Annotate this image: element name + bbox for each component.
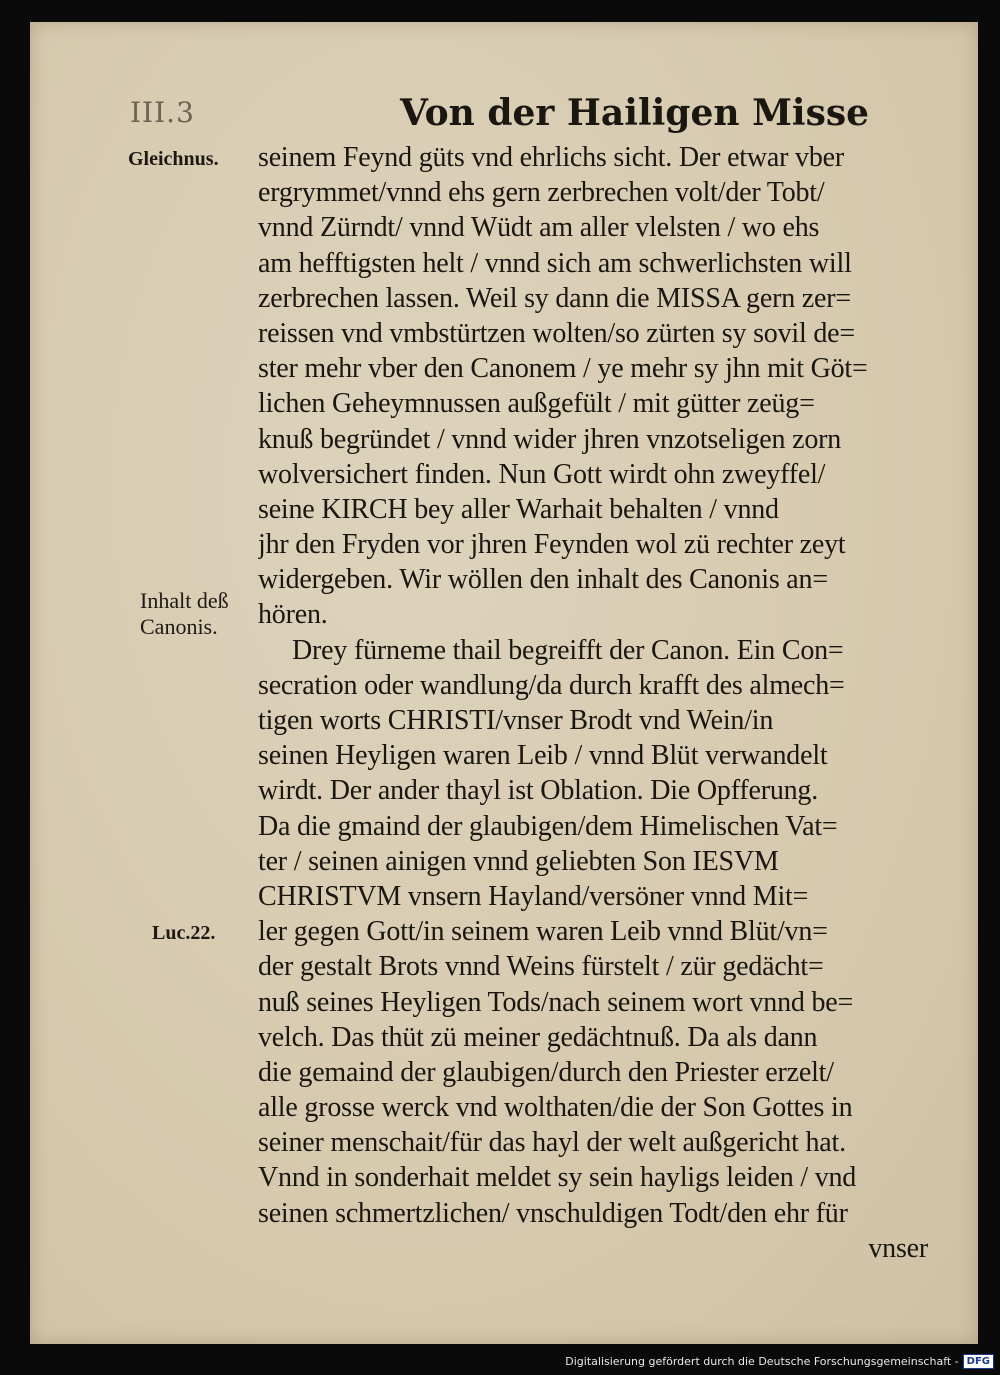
text-line: ter / seinen ainigen vnnd geliebten Son IESVM [258, 845, 779, 877]
paragraph-start-line: Drey fürneme thail begreifft der Canon. Ein Con= [292, 634, 844, 666]
text-line: knuß begründet / vnnd wider jhren vnzotseligen zorn [258, 423, 842, 455]
footer [565, 1354, 994, 1369]
text-line: am hefftigsten helt / vnnd sich am schwerlichsten will [258, 247, 852, 279]
text-line: reissen vnd vmbstürtzen wolten/so zürten sy sovil de= [258, 317, 855, 349]
text-line: zerbrechen lassen. Weil sy dann die MISSA gern zer= [258, 282, 851, 314]
text-line: die gemaind der glaubigen/durch den Priester erzelt/ [258, 1056, 834, 1088]
text-line: vnnd Zürndt/ vnnd Wüdt am aller vlelsten / wo ehs [258, 212, 820, 244]
folio-number: III.3 [130, 96, 195, 129]
text-line: seiner menschait/für das hayl der welt außgericht hat. [258, 1127, 846, 1159]
text-line: wirdt. Der ander thayl ist Oblation. Die Opfferung. [258, 775, 819, 807]
text-line: seinen Heyligen waren Leib / vnnd Blüt verwandelt [258, 740, 828, 772]
text-line: jhr den Fryden vor jhren Feynden wol zü rechter zeyt [258, 529, 846, 561]
running-head: Von der Hailigen Misse [400, 92, 870, 134]
text-line: tigen worts CHRISTI/vnser Brodt vnd Wein/in [258, 705, 774, 736]
text-line: ergrymmet/vnnd ehs gern zerbrechen volt/der Tobt/ [258, 177, 825, 209]
text-line: der gestalt Brots vnnd Weins fürstelt / zür gedächt= [258, 951, 824, 983]
margin-note-luc: Luc.22. [152, 922, 216, 944]
text-line: Da die gmaind der glaubigen/dem Himelischen Vat= [258, 810, 838, 842]
text-line: seine KIRCH bey aller Warhait behalten / vnnd [258, 493, 779, 525]
text-line: velch. Das thüt zü meiner gedächtnuß. Da als dann [258, 1021, 818, 1053]
text-line: ster mehr vber den Canonem / ye mehr sy jhn mit Göt= [258, 353, 868, 385]
text-line: wolversichert finden. Nun Gott wirdt ohn zweyffel/ [258, 458, 826, 490]
body-text [258, 140, 958, 1266]
text-line: seinen schmertzlichen/ vnschuldigen Todt/den ehr für [258, 1197, 848, 1229]
dfg-logo: DFG [963, 1354, 994, 1369]
text-line: ler gegen Gott/in seinem waren Leib vnnd Blüt/vn= [258, 916, 828, 948]
text-line: seinem Feynd güts vnd ehrlichs sicht. Der etwar vber [258, 142, 845, 173]
text-line: hören. [258, 599, 328, 631]
text-line: Vnnd in sonderhait meldet sy sein hayligs leiden / vnd [258, 1162, 857, 1194]
text-line: alle grosse werck vnd wolthaten/die der Son Gottes in [258, 1092, 853, 1124]
margin-note-inhalt: Inhalt deß [140, 588, 229, 613]
text-line: secration oder wandlung/da durch krafft des almech= [258, 669, 845, 701]
margin-note-gleichnus: Gleichnus. [128, 148, 219, 170]
text-line: lichen Geheymnussen außgefült / mit gütter zeüg= [258, 388, 815, 420]
margin-note-canonis: Canonis. [140, 614, 218, 639]
text-line: CHRISTVM vnsern Hayland/versöner vnnd Mit= [258, 880, 809, 912]
catchword: vnser [868, 1232, 928, 1264]
text-line: widergeben. Wir wöllen den inhalt des Canonis an= [258, 564, 828, 596]
footer-text: Digitalisierung gefördert durch die Deutsche Forschungsgemeinschaft - [565, 1355, 959, 1368]
text-line: nuß seines Heyligen Tods/nach seinem wort vnnd be= [258, 986, 854, 1018]
